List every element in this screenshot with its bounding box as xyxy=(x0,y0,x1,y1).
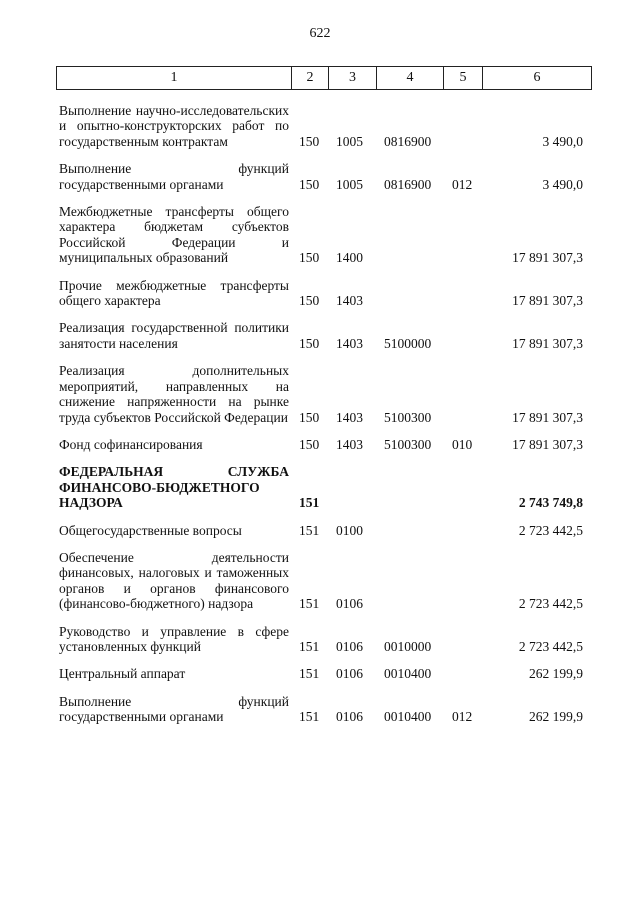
row-c2: 151 xyxy=(299,638,320,654)
row-c6: 2 723 442,5 xyxy=(518,522,583,538)
row-c3: 1005 xyxy=(336,133,363,149)
row-c6: 262 199,9 xyxy=(529,709,583,725)
row-c2: 150 xyxy=(299,293,320,309)
row-c3: 1403 xyxy=(336,335,363,351)
table-row xyxy=(0,694,640,725)
row-c2: 151 xyxy=(299,709,320,725)
row-c3: 0100 xyxy=(336,522,363,538)
row-name: Фонд софинансирования xyxy=(59,436,203,452)
table-row xyxy=(0,103,640,149)
row-name: Прочие межбюджетные трансферты общего характера xyxy=(59,277,289,309)
row-c2: 151 xyxy=(299,522,320,538)
row-c6: 2 723 442,5 xyxy=(518,638,583,654)
column-header-6: 6 xyxy=(483,67,592,90)
row-c6: 3 490,0 xyxy=(542,133,583,149)
row-c4: 5100300 xyxy=(384,436,432,452)
table-row xyxy=(0,666,640,681)
row-c2: 151 xyxy=(299,666,320,682)
column-header-5: 5 xyxy=(444,67,483,90)
row-c5: 012 xyxy=(452,176,473,192)
row-c5: 012 xyxy=(452,709,473,725)
row-c4: 0816900 xyxy=(384,133,432,149)
row-c3: 0106 xyxy=(336,638,363,654)
column-header-row xyxy=(57,67,592,90)
table-row xyxy=(0,278,640,309)
row-c6: 262 199,9 xyxy=(529,666,583,682)
table-row xyxy=(0,363,640,425)
row-name: Выполнение функций государственными органами xyxy=(59,693,289,725)
table-row xyxy=(0,464,640,510)
row-name: ФЕДЕРАЛЬНАЯ СЛУЖБА ФИНАНСОВО-БЮДЖЕТНОГО НАДЗОРА xyxy=(59,464,289,511)
row-c4: 0010000 xyxy=(384,638,432,654)
table-row xyxy=(0,624,640,655)
row-c2: 151 xyxy=(299,495,320,511)
row-c6: 2 743 749,8 xyxy=(518,495,583,511)
row-c3: 1403 xyxy=(336,293,363,309)
table-row xyxy=(0,523,640,538)
row-c3: 1403 xyxy=(336,409,363,425)
row-c2: 151 xyxy=(299,596,320,612)
row-name: Межбюджетные трансферты общего характера бюджетам субъектов Российской Федерации и муниципальных образований xyxy=(59,204,289,266)
row-name: Выполнение научно-исследовательских и опытно-конструкторских работ по государственным контрактам xyxy=(59,103,289,149)
row-c6: 17 891 307,3 xyxy=(512,409,583,425)
row-c6: 17 891 307,3 xyxy=(512,250,583,266)
table-row xyxy=(0,437,640,452)
column-header-table xyxy=(56,66,592,90)
row-name: Выполнение функций государственными органами xyxy=(59,161,289,192)
row-c3: 1403 xyxy=(336,436,363,452)
row-c4: 0816900 xyxy=(384,176,432,192)
row-c6: 3 490,0 xyxy=(542,176,583,192)
row-c2: 150 xyxy=(299,250,320,266)
row-c6: 2 723 442,5 xyxy=(518,596,583,612)
row-c4: 5100000 xyxy=(384,335,432,351)
table-row xyxy=(0,204,640,266)
row-name: Центральный аппарат xyxy=(59,666,186,682)
row-c4: 0010400 xyxy=(384,709,432,725)
row-name: Руководство и управление в сфере установленных функций xyxy=(59,623,289,654)
row-c3: 1400 xyxy=(336,250,363,266)
row-c2: 150 xyxy=(299,133,320,149)
row-c3: 0106 xyxy=(336,596,363,612)
table-row xyxy=(0,320,640,351)
column-header-2: 2 xyxy=(292,67,329,90)
row-c6: 17 891 307,3 xyxy=(512,436,583,452)
budget-table-body xyxy=(0,103,640,737)
row-c5: 010 xyxy=(452,436,473,452)
row-c2: 150 xyxy=(299,409,320,425)
row-name: Реализация дополнительных мероприятий, направленных на снижение напряженности на рынке труда субъектов Российской Федерации xyxy=(59,363,289,425)
row-name: Реализация государственной политики занятости населения xyxy=(59,320,289,351)
row-c4: 0010400 xyxy=(384,666,432,682)
row-c2: 150 xyxy=(299,335,320,351)
row-c6: 17 891 307,3 xyxy=(512,335,583,351)
column-header-4: 4 xyxy=(377,67,444,90)
row-c3: 1005 xyxy=(336,176,363,192)
row-name: Общегосударственные вопросы xyxy=(59,522,242,538)
row-c2: 150 xyxy=(299,176,320,192)
column-header-1: 1 xyxy=(57,67,292,90)
row-c3: 0106 xyxy=(336,666,363,682)
row-c4: 5100300 xyxy=(384,409,432,425)
table-row xyxy=(0,550,640,612)
page-number: 622 xyxy=(309,26,331,41)
row-c6: 17 891 307,3 xyxy=(512,293,583,309)
table-row xyxy=(0,161,640,192)
column-header-3: 3 xyxy=(329,67,377,90)
row-c2: 150 xyxy=(299,436,320,452)
row-c3: 0106 xyxy=(336,709,363,725)
row-name: Обеспечение деятельности финансовых, налоговых и таможенных органов и органов финансового (финансово-бюджетного) надзора xyxy=(59,549,289,612)
